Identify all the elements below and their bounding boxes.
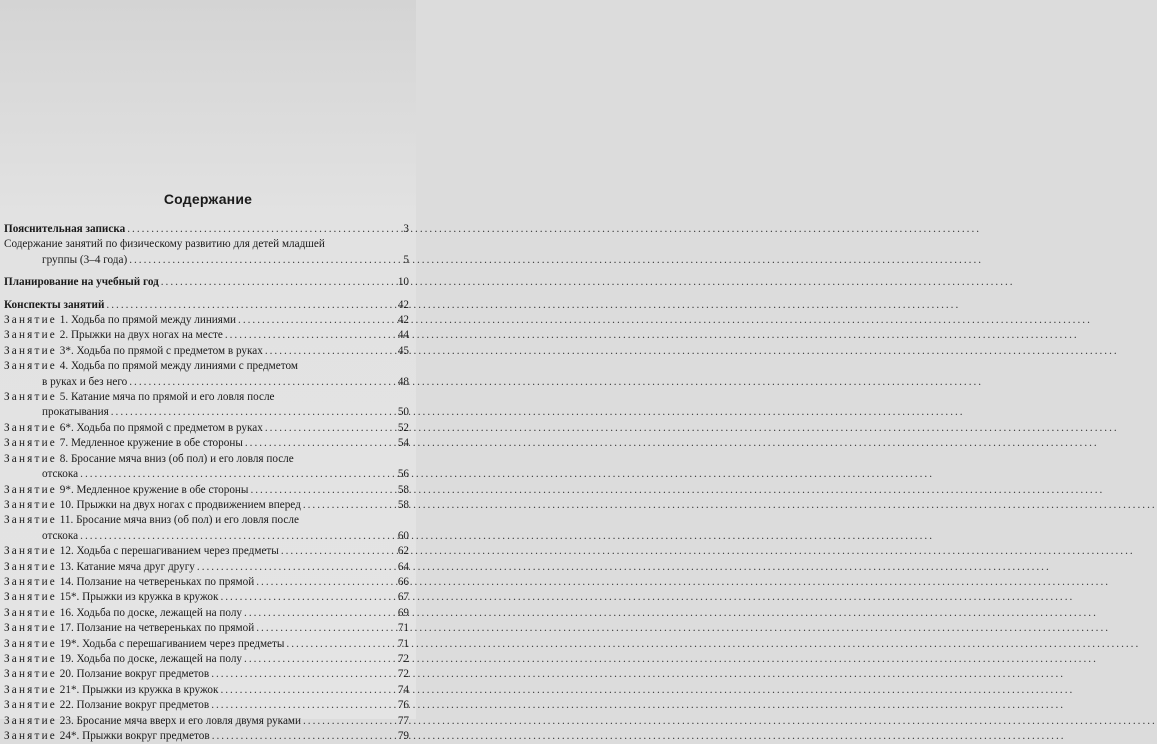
toc-leader-dots	[245, 436, 393, 451]
toc-entry	[4, 590, 409, 605]
toc-entry	[4, 237, 409, 252]
toc-page-number: 76	[397, 699, 409, 712]
toc-page-number: 5	[403, 253, 409, 266]
toc-entry-prefix: Занятие	[4, 329, 57, 342]
toc-entry-prefix: Занятие	[4, 498, 57, 511]
toc-entry-prefix: Занятие	[4, 514, 57, 527]
toc-entry-text: Конспекты занятий	[4, 298, 105, 311]
toc-page-number: 64	[397, 560, 409, 573]
toc-leader-dots	[129, 375, 393, 390]
toc-entry	[4, 637, 409, 652]
toc-entry-text: 10. Прыжки на двух ногах с продвижением вперед	[59, 498, 301, 511]
toc-entry	[4, 344, 409, 359]
toc-entry-text: 12. Ходьба с перешагиванием через предметы	[59, 545, 279, 558]
toc-entry-label	[4, 453, 294, 465]
toc-leader-dots	[244, 606, 393, 621]
toc-entry-prefix: Занятие	[4, 314, 57, 327]
toc-page-number: 10	[397, 276, 409, 289]
toc-page-number: 67	[397, 591, 409, 604]
toc-page-number: 58	[397, 483, 409, 496]
toc-entry-label	[4, 238, 325, 250]
toc-entry-prefix: Занятие	[4, 714, 57, 727]
toc-page-number: 42	[397, 314, 409, 327]
toc-entry	[4, 313, 409, 328]
toc-entry	[4, 253, 409, 268]
toc-entry-text: 21*. Прыжки из кружка в кружок	[59, 683, 219, 696]
toc-entry	[4, 467, 409, 482]
toc-page-number: 62	[397, 545, 409, 558]
toc-entry-prefix: Занятие	[4, 344, 57, 357]
toc-entry-prefix: Занятие	[4, 421, 57, 434]
toc-leader-dots	[220, 590, 393, 605]
toc-leader-dots	[265, 344, 393, 359]
toc-entry-label	[4, 275, 159, 290]
toc-leader-dots	[303, 714, 393, 729]
toc-entry-text: в руках и без него	[42, 375, 128, 388]
toc-leader-dots	[281, 544, 393, 559]
toc-entry	[4, 375, 409, 390]
toc-entry	[4, 529, 409, 544]
toc-page-number: 42	[397, 298, 409, 311]
toc-page-number: 50	[397, 406, 409, 419]
toc-leader-dots	[197, 560, 393, 575]
toc-leader-dots	[111, 405, 393, 420]
toc-entry-prefix: Занятие	[4, 483, 57, 496]
toc-entry-label	[4, 637, 284, 652]
toc-entry-prefix: Занятие	[4, 591, 57, 604]
toc-page-number: 72	[397, 668, 409, 681]
toc-page-number: 48	[397, 375, 409, 388]
toc-entry	[4, 436, 409, 451]
toc-entry-label	[42, 375, 127, 390]
toc-entry-prefix: Занятие	[4, 545, 57, 558]
toc-entry-label	[4, 698, 209, 713]
toc-entry-text: 24*. Прыжки вокруг предметов	[59, 730, 210, 742]
toc-entry-text: отскока	[42, 468, 79, 481]
toc-leader-dots	[106, 298, 393, 313]
toc-entry-label	[4, 590, 218, 605]
toc-entry-text: 2. Прыжки на двух ногах на месте	[59, 329, 223, 342]
toc-entry-text: 19. Ходьба по доске, лежащей на полу	[59, 652, 243, 665]
toc-entry-prefix: Занятие	[4, 622, 57, 635]
toc-entry-label	[4, 514, 299, 526]
toc-entry-label	[42, 467, 78, 482]
toc-entry-text: 9*. Медленное кружение в обе стороны	[59, 483, 249, 496]
table-of-contents	[4, 222, 409, 744]
toc-entry-text: группы (3–4 года)	[42, 253, 128, 266]
toc-leader-dots	[286, 637, 393, 652]
toc-entry-label	[4, 222, 125, 237]
toc-entry-label	[4, 729, 210, 744]
toc-leader-dots	[225, 328, 393, 343]
toc-page-number: 44	[397, 329, 409, 342]
toc-entry	[4, 560, 409, 575]
toc-entry-label	[42, 529, 78, 544]
toc-entry-text: Планирование на учебный год	[4, 276, 159, 289]
toc-page-number: 3	[403, 223, 409, 235]
toc-entry-text: 14. Ползание на четвереньках по прямой	[59, 575, 255, 588]
toc-page-number: 66	[397, 575, 409, 588]
toc-entry-prefix: Занятие	[4, 606, 57, 619]
toc-entry-text: 23. Бросание мяча вверх и его ловля двумя руками	[59, 714, 301, 727]
toc-entry-prefix: Занятие	[4, 730, 57, 742]
toc-entry-text: 22. Ползание вокруг предметов	[59, 699, 210, 712]
toc-entry-prefix: Занятие	[4, 699, 57, 712]
toc-entry-text: прокатывания	[42, 406, 109, 419]
toc-entry-label	[4, 483, 248, 498]
toc-entry	[4, 606, 409, 621]
toc-entry-label	[4, 344, 263, 359]
toc-entry-text: 6*. Ходьба по прямой с предметом в руках	[59, 421, 263, 434]
toc-entry-text: 17. Ползание на четвереньках по прямой	[59, 622, 255, 635]
toc-entry-label	[4, 436, 243, 451]
toc-entry	[4, 621, 409, 636]
toc-entry-text: 19*. Ходьба с перешагиванием через предметы	[59, 637, 285, 650]
toc-entry-prefix: Занятие	[4, 560, 57, 573]
toc-page-number: 56	[397, 468, 409, 481]
toc-entry-prefix: Занятие	[4, 452, 57, 465]
toc-leader-dots	[256, 575, 393, 590]
toc-entry	[4, 298, 409, 313]
toc-page-number: 45	[397, 344, 409, 357]
toc-entry-text: 8. Бросание мяча вниз (об пол) и его ловля после	[59, 452, 294, 465]
toc-leader-dots	[211, 698, 393, 713]
toc-page-number: 77	[397, 714, 409, 727]
toc-entry	[4, 452, 409, 467]
toc-leader-dots	[211, 667, 393, 682]
toc-entry-label	[4, 621, 254, 636]
toc-page-number: 58	[397, 498, 409, 511]
toc-entry-text: 13. Катание мяча друг другу	[59, 560, 195, 573]
toc-page-number: 71	[397, 622, 409, 635]
toc-entry-label	[4, 683, 218, 698]
page-title: Содержание	[163, 191, 253, 207]
toc-entry-prefix: Занятие	[4, 391, 57, 404]
toc-entry	[4, 575, 409, 590]
toc-entry-prefix: Занятие	[4, 437, 57, 450]
toc-page-number: 74	[397, 683, 409, 696]
toc-entry	[4, 714, 409, 729]
toc-entry-label	[4, 667, 209, 682]
toc-entry-text: 16. Ходьба по доске, лежащей на полу	[59, 606, 243, 619]
toc-page-number: 72	[397, 652, 409, 665]
toc-leader-dots	[238, 313, 393, 328]
toc-entry	[4, 405, 409, 420]
toc-leader-dots	[161, 275, 393, 290]
toc-entry-text: 1. Ходьба по прямой между линиями	[59, 314, 237, 327]
toc-entry-text: 11. Бросание мяча вниз (об пол) и его ловля после	[59, 514, 299, 527]
toc-entry-text: 3*. Ходьба по прямой с предметом в руках	[59, 344, 263, 357]
toc-page-number: 54	[397, 437, 409, 450]
toc-entry-text: 5. Катание мяча по прямой и его ловля после	[59, 391, 275, 404]
toc-entry	[4, 483, 409, 498]
toc-entry-text: 4. Ходьба по прямой между линиями с предметом	[59, 360, 298, 373]
toc-entry-label	[4, 714, 301, 729]
toc-entry-prefix: Занятие	[4, 683, 57, 696]
toc-page-number: 69	[397, 606, 409, 619]
toc-entry-label	[4, 360, 298, 372]
toc-entry	[4, 729, 409, 744]
book-page	[0, 0, 416, 742]
toc-entry-label	[4, 498, 301, 513]
toc-page-number: 71	[397, 637, 409, 650]
toc-entry-label	[4, 652, 242, 667]
toc-leader-dots	[250, 483, 393, 498]
toc-leader-dots	[303, 498, 393, 513]
toc-entry-label	[4, 391, 275, 403]
toc-entry-text: 20. Ползание вокруг предметов	[59, 668, 210, 681]
toc-page-number: 79	[397, 730, 409, 742]
toc-leader-dots	[256, 621, 393, 636]
toc-leader-dots	[265, 421, 393, 436]
toc-entry	[4, 652, 409, 667]
toc-page-number: 60	[397, 529, 409, 542]
toc-entry-prefix: Занятие	[4, 668, 57, 681]
toc-entry-label	[4, 421, 263, 436]
toc-leader-dots	[80, 467, 393, 482]
toc-entry	[4, 222, 409, 237]
toc-entry-label	[4, 328, 223, 343]
toc-entry-label	[4, 544, 279, 559]
toc-entry-prefix: Занятие	[4, 637, 57, 650]
toc-leader-dots	[129, 253, 393, 268]
toc-entry-label	[4, 575, 254, 590]
toc-entry	[4, 275, 409, 290]
toc-leader-dots	[212, 729, 393, 744]
toc-leader-dots	[220, 683, 393, 698]
toc-entry	[4, 328, 409, 343]
toc-entry	[4, 513, 409, 528]
toc-entry-text: отскока	[42, 529, 79, 542]
toc-entry	[4, 421, 409, 436]
toc-leader-dots	[80, 529, 393, 544]
toc-entry-label	[42, 405, 109, 420]
toc-entry-text: Пояснительная записка	[4, 223, 126, 235]
toc-leader-dots	[127, 222, 393, 237]
toc-entry-prefix: Занятие	[4, 360, 57, 373]
toc-entry	[4, 683, 409, 698]
toc-entry	[4, 667, 409, 682]
toc-entry-text: Содержание занятий по физическому развитию для детей младшей	[4, 238, 325, 251]
toc-entry	[4, 498, 409, 513]
toc-entry	[4, 390, 409, 405]
toc-entry-prefix: Занятие	[4, 652, 57, 665]
toc-entry	[4, 359, 409, 374]
toc-entry-text: 15*. Прыжки из кружка в кружок	[59, 591, 219, 604]
toc-entry-label	[4, 313, 236, 328]
toc-entry	[4, 698, 409, 713]
toc-entry-text: 7. Медленное кружение в обе стороны	[59, 437, 243, 450]
toc-entry-label	[4, 606, 242, 621]
toc-entry	[4, 544, 409, 559]
toc-entry-label	[42, 253, 127, 268]
toc-leader-dots	[244, 652, 393, 667]
toc-entry-label	[4, 298, 104, 313]
toc-entry-prefix: Занятие	[4, 575, 57, 588]
toc-entry-label	[4, 560, 195, 575]
toc-page-number: 52	[397, 421, 409, 434]
